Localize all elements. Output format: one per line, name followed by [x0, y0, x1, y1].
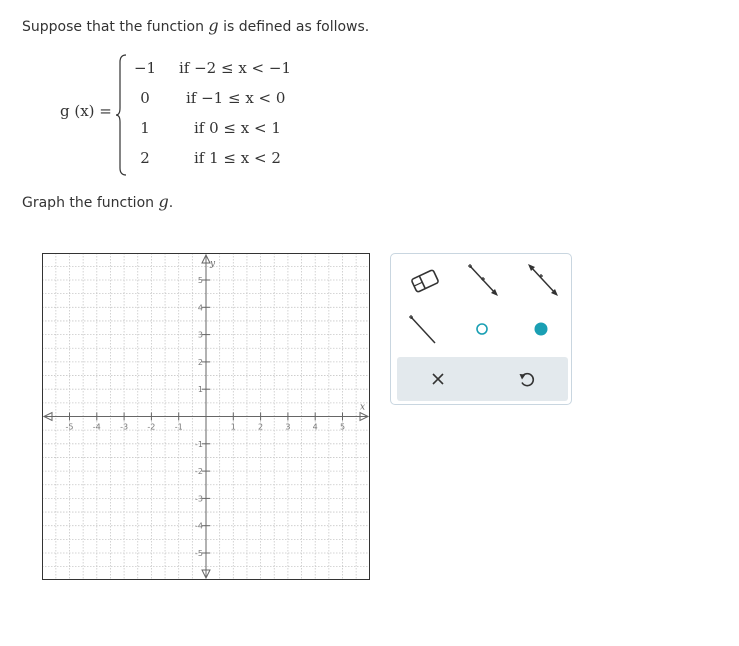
segment-tool-icon — [464, 260, 504, 300]
segment-tool[interactable] — [464, 260, 504, 296]
question-prompt — [22, 16, 369, 35]
clear-button[interactable] — [418, 363, 458, 395]
y-tick-label: 3 — [197, 330, 203, 340]
line-tool[interactable] — [524, 260, 564, 296]
piece-condition: if −2 ≤ x < −1 — [179, 59, 292, 77]
piece-value: −1 — [133, 59, 157, 77]
undo-button[interactable] — [507, 363, 547, 395]
y-tick-label: -2 — [195, 467, 203, 477]
y-tick-label: -5 — [195, 549, 203, 558]
x-axis-label: x — [360, 402, 366, 413]
piece-value: 0 — [140, 89, 150, 107]
ray-tool-icon — [405, 311, 445, 351]
prompt-text-before: Suppose that the function — [22, 19, 209, 35]
x-tick-label: 4 — [312, 422, 318, 432]
y-tick-label: -4 — [195, 521, 203, 531]
x-tick-label: 5 — [339, 422, 346, 432]
undo-icon — [507, 363, 547, 395]
eraser-icon — [405, 263, 445, 299]
open-point-tool[interactable] — [462, 311, 502, 347]
x-tick-label: 3 — [285, 422, 291, 432]
y-tick-label: 4 — [197, 303, 203, 313]
y-tick-label: -1 — [195, 439, 203, 449]
ray-tool[interactable] — [405, 311, 445, 347]
y-axis-label: y — [210, 259, 216, 269]
prompt-function-var: g — [208, 16, 219, 35]
graph-text-before: Graph the function — [22, 195, 159, 211]
graph-instruction — [22, 192, 173, 211]
action-bar — [397, 357, 568, 401]
open-point-icon — [462, 311, 502, 347]
piece-value: 1 — [140, 119, 150, 137]
eraser-tool[interactable] — [405, 263, 445, 299]
y-tick-label: 5 — [197, 276, 203, 285]
piecewise-brace — [116, 54, 128, 176]
clear-icon — [418, 363, 458, 395]
y-tick-label: 1 — [197, 385, 203, 395]
piece-condition: if 1 ≤ x < 2 — [194, 149, 281, 167]
x-tick-label: -2 — [147, 422, 156, 432]
x-tick-label: 1 — [230, 422, 236, 432]
graph-toolbox — [390, 253, 572, 405]
closed-point-tool[interactable] — [521, 311, 561, 347]
prompt-text-after: is defined as follows. — [218, 19, 370, 35]
x-tick-label: 2 — [258, 422, 264, 432]
y-tick-label: 2 — [197, 357, 203, 367]
piece-condition: if 0 ≤ x < 1 — [194, 119, 281, 137]
graph-text-after: . — [168, 195, 174, 211]
coordinate-plane[interactable] — [42, 253, 370, 580]
x-tick-label: -3 — [120, 422, 129, 432]
x-tick-label: -5 — [65, 422, 74, 432]
graph-canvas[interactable] — [42, 253, 370, 580]
piece-value: 2 — [140, 149, 150, 167]
x-tick-label: -4 — [92, 422, 101, 432]
piece-condition: if −1 ≤ x < 0 — [186, 89, 286, 107]
x-tick-label: -1 — [174, 422, 183, 432]
graph-function-var: g — [158, 192, 169, 211]
closed-point-icon — [521, 311, 561, 347]
function-lhs: g (x) = — [60, 102, 112, 120]
line-tool-icon — [524, 260, 564, 300]
y-tick-label: -3 — [195, 494, 203, 504]
